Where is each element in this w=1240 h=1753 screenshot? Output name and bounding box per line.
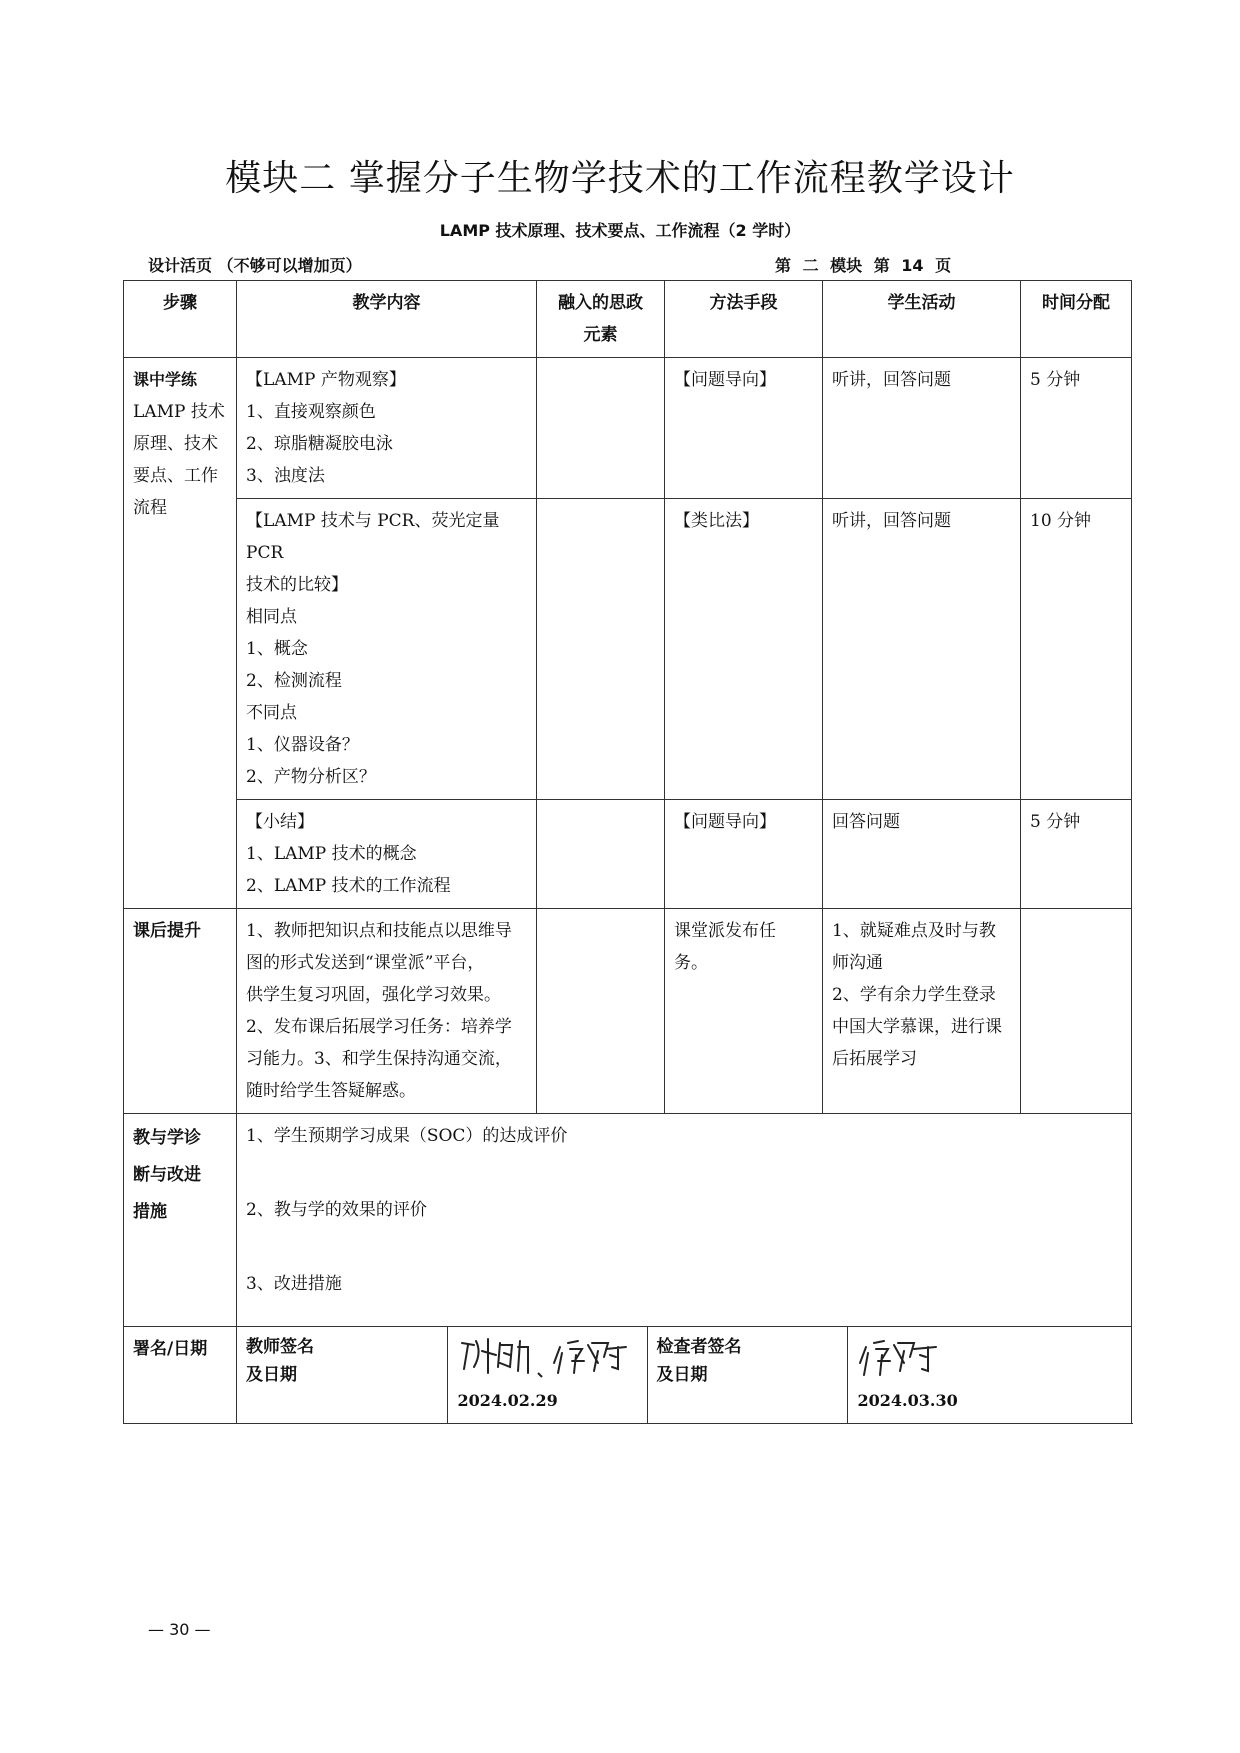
table-row <box>124 800 1132 909</box>
content-line: 1、直接观察颜色 <box>246 402 376 422</box>
step-line: 要点、工作 <box>133 466 218 486</box>
signature-inner-table <box>237 1327 1132 1423</box>
activity-line: 2、学有余力学生登录 <box>832 985 996 1005</box>
sizheng-cell <box>537 358 665 499</box>
content-line: 【小结】 <box>246 812 314 832</box>
header-sizheng-line: 元素 <box>583 325 618 345</box>
table-row <box>124 1114 1132 1327</box>
diagnosis-item: 2、教与学的效果的评价 <box>246 1200 427 1220</box>
label-line: 检查者签名 <box>656 1337 742 1357</box>
content-line: 2、发布课后拓展学习任务：培养学 <box>246 1017 512 1037</box>
content-line: 技术的比较】 <box>246 575 348 595</box>
document-title: 模块二 掌握分子生物学技术的工作流程教学设计 <box>225 158 1015 199</box>
lesson-plan-table <box>123 280 1132 1424</box>
content-cell <box>237 499 537 800</box>
activity-cell: 听讲，回答问题 <box>823 358 1021 499</box>
design-sheet-note: 设计活页 （不够可以增加页） <box>148 256 362 275</box>
activity-cell: 回答问题 <box>823 800 1021 909</box>
content-line: 2、检测流程 <box>246 671 342 691</box>
table-row <box>124 499 1132 800</box>
activity-line: 1、就疑难点及时与教 <box>832 921 996 941</box>
method-cell: 【问题导向】 <box>665 358 823 499</box>
step-title: 课中学练 <box>133 370 198 389</box>
table-row <box>124 358 1132 499</box>
content-line: 2、产物分析区？ <box>246 767 376 787</box>
step-cell-diagnosis <box>124 1114 237 1327</box>
label-line: 及日期 <box>656 1365 708 1385</box>
header-step: 步骤 <box>124 281 237 358</box>
diagnosis-content-cell <box>237 1114 1132 1327</box>
content-line: 1、LAMP 技术的概念 <box>246 844 417 864</box>
content-line: 1、概念 <box>246 639 308 659</box>
content-line: 【LAMP 技术与 PCR、荧光定量 PCR <box>246 511 500 563</box>
label-line: 及日期 <box>246 1365 297 1385</box>
sizheng-cell <box>537 800 665 909</box>
table-row <box>124 1327 1132 1424</box>
checker-signature-date: 2024.03.30 <box>857 1391 958 1410</box>
step-line: 断与改进 <box>133 1165 201 1185</box>
content-line: 1、仪器设备？ <box>246 735 359 755</box>
content-cell <box>237 358 537 499</box>
teacher-signature-label <box>237 1327 447 1423</box>
content-line: 1、教师把知识点和技能点以思维导 <box>246 921 512 941</box>
module-page-indicator: 第 二 模块 第 14 页 <box>775 256 952 275</box>
header-time: 时间分配 <box>1021 281 1132 358</box>
method-cell: 【类比法】 <box>665 499 823 800</box>
activity-line: 师沟通 <box>832 953 883 973</box>
content-line: 2、琼脂糖凝胶电泳 <box>246 434 393 454</box>
header-sizheng-line: 融入的思政 <box>558 293 643 313</box>
label-line: 教师签名 <box>246 1337 314 1357</box>
content-cell <box>237 800 537 909</box>
diagnosis-item: 3、改进措施 <box>246 1274 342 1294</box>
method-line: 课堂派发布任 <box>674 921 776 941</box>
header-method: 方法手段 <box>665 281 823 358</box>
table-row <box>124 909 1132 1114</box>
teacher-signature-image <box>458 1333 638 1383</box>
sizheng-cell <box>537 909 665 1114</box>
sizheng-cell <box>537 499 665 800</box>
header-activity: 学生活动 <box>823 281 1021 358</box>
content-line: 3、浊度法 <box>246 466 325 486</box>
content-line: 相同点 <box>246 607 297 627</box>
teacher-signature-area <box>447 1327 647 1423</box>
table-header-row <box>124 281 1132 358</box>
method-cell: 【问题导向】 <box>665 800 823 909</box>
content-line: 不同点 <box>246 703 297 723</box>
time-cell: 10 分钟 <box>1021 499 1132 800</box>
content-line: 2、LAMP 技术的工作流程 <box>246 876 451 896</box>
checker-signature-label <box>647 1327 847 1423</box>
step-cell-in-class <box>124 358 237 909</box>
content-cell <box>237 909 537 1114</box>
time-cell: 5 分钟 <box>1021 800 1132 909</box>
step-line: 措施 <box>133 1202 167 1222</box>
document-subtitle: LAMP 技术原理、技术要点、工作流程（2 学时） <box>439 221 801 240</box>
content-line: 【LAMP 产物观察】 <box>246 370 406 390</box>
content-line: 习能力。3、和学生保持沟通交流， <box>246 1049 512 1069</box>
activity-cell <box>823 909 1021 1114</box>
header-content: 教学内容 <box>237 281 537 358</box>
step-cell-signature: 署名/日期 <box>124 1327 237 1424</box>
step-cell-after-class: 课后提升 <box>124 909 237 1114</box>
time-cell: 5 分钟 <box>1021 358 1132 499</box>
step-line: LAMP 技术 <box>133 402 225 422</box>
checker-signature-area <box>847 1327 1132 1423</box>
activity-line: 中国大学慕课，进行课 <box>832 1017 1002 1037</box>
step-line: 流程 <box>133 498 167 518</box>
content-line: 图的形式发送到“课堂派”平台， <box>246 953 485 973</box>
signature-row-cell <box>237 1327 1132 1424</box>
content-line: 随时给学生答疑解惑。 <box>246 1081 416 1101</box>
time-cell <box>1021 909 1132 1114</box>
teacher-signature-date: 2024.02.29 <box>457 1391 558 1410</box>
activity-cell: 听讲，回答问题 <box>823 499 1021 800</box>
content-line: 供学生复习巩固，强化学习效果。 <box>246 985 501 1005</box>
diagnosis-item: 1、学生预期学习成果（SOC）的达成评价 <box>246 1126 568 1146</box>
method-cell <box>665 909 823 1114</box>
checker-signature-image <box>858 1333 978 1383</box>
method-line: 务。 <box>674 953 708 973</box>
step-line: 教与学诊 <box>133 1128 201 1148</box>
header-sizheng <box>537 281 665 358</box>
page-number: — 30 — <box>148 1620 211 1639</box>
activity-line: 后拓展学习 <box>832 1049 917 1069</box>
step-line: 原理、技术 <box>133 434 218 454</box>
